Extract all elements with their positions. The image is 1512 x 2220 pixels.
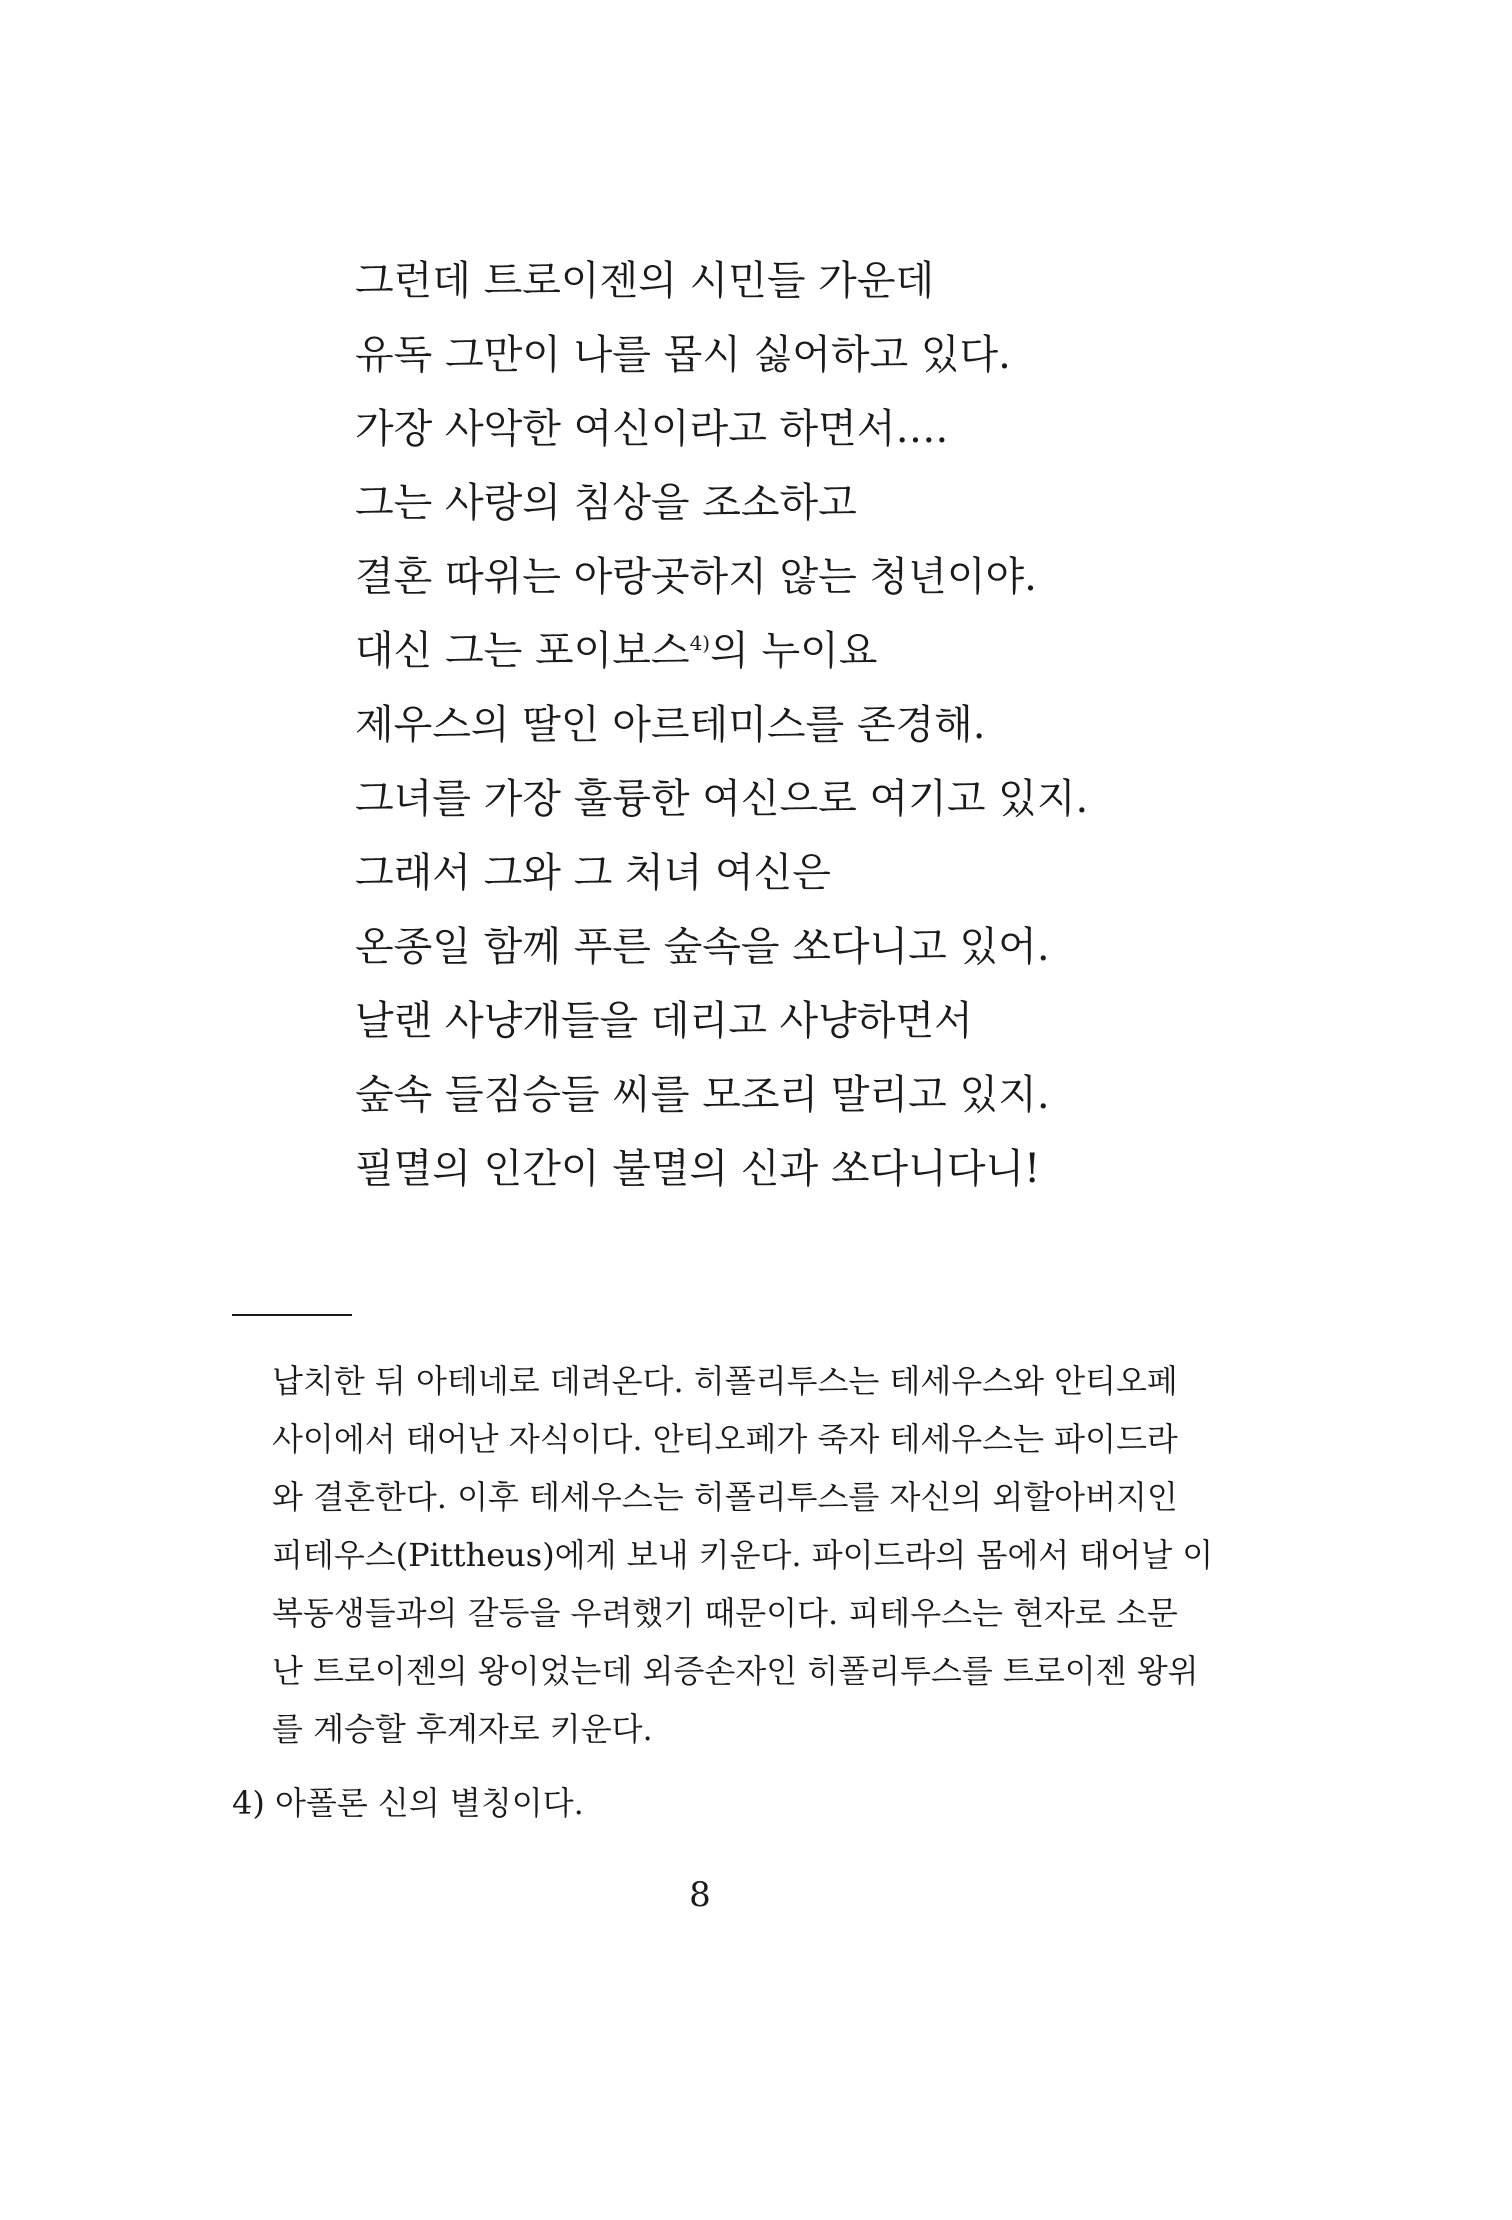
footnote-divider bbox=[232, 1314, 352, 1316]
footnote-line: 사이에서 태어난 자식이다. 안티오페가 죽자 테세우스는 파이드라 bbox=[272, 1420, 1178, 1458]
poem-line: 가장 사악한 여신이라고 하면서…. bbox=[355, 406, 949, 452]
poem-line: 온종일 함께 푸른 숲속을 쏘다니고 있어. bbox=[355, 924, 1050, 970]
poem-line: 숲속 들짐승들 씨를 모조리 말리고 있지. bbox=[355, 1072, 1050, 1118]
footnote-continuation bbox=[232, 1352, 1214, 1758]
poem-line-with-footnote bbox=[355, 614, 1355, 688]
footnote-line: 피테우스(Pittheus)에게 보내 키운다. 파이드라의 몸에서 태어날 이 bbox=[272, 1536, 1214, 1574]
footnote-4: 4) 아폴론 신의 별칭이다. bbox=[232, 1784, 584, 1822]
footnote-line: 를 계승할 후계자로 키운다. bbox=[272, 1710, 653, 1748]
poem-line: 그녀를 가장 훌륭한 여신으로 여기고 있지. bbox=[355, 776, 1089, 822]
poem-line-text: 의 누이요 bbox=[710, 628, 878, 674]
footnote-line: 와 결혼한다. 이후 테세우스는 히폴리투스를 자신의 외할아버지인 bbox=[272, 1478, 1178, 1516]
footnote-line: 복동생들과의 갈등을 우려했기 때문이다. 피테우스는 현자로 소문 bbox=[272, 1594, 1178, 1632]
poem-line: 그래서 그와 그 처녀 여신은 bbox=[355, 850, 831, 896]
poem-line: 그런데 트로이젠의 시민들 가운데 bbox=[355, 258, 935, 304]
poem-line: 유독 그만이 나를 몹시 싫어하고 있다. bbox=[355, 332, 1011, 378]
page-number: 8 bbox=[689, 1875, 711, 1915]
footnotes-block bbox=[232, 1352, 1232, 1832]
poem-line: 제우스의 딸인 아르테미스를 존경해. bbox=[355, 702, 986, 748]
footnote-line: 납치한 뒤 아테네로 데려온다. 히폴리투스는 테세우스와 안티오페 bbox=[272, 1362, 1178, 1400]
poem-line: 날랜 사냥개들을 데리고 사냥하면서 bbox=[355, 998, 973, 1044]
poem-line: 그는 사랑의 침상을 조소하고 bbox=[355, 480, 857, 526]
poem-line: 결혼 따위는 아랑곳하지 않는 청년이야. bbox=[355, 554, 1037, 600]
poem-block bbox=[355, 244, 1355, 1206]
footnote-reference[interactable]: 4) bbox=[689, 631, 711, 655]
poem-line-text: 대신 그는 포이보스 bbox=[355, 628, 690, 674]
poem-line: 필멸의 인간이 불멸의 신과 쏘다니다니! bbox=[355, 1146, 1041, 1192]
footnote-line: 난 트로이젠의 왕이었는데 외증손자인 히폴리투스를 트로이젠 왕위 bbox=[272, 1652, 1199, 1690]
